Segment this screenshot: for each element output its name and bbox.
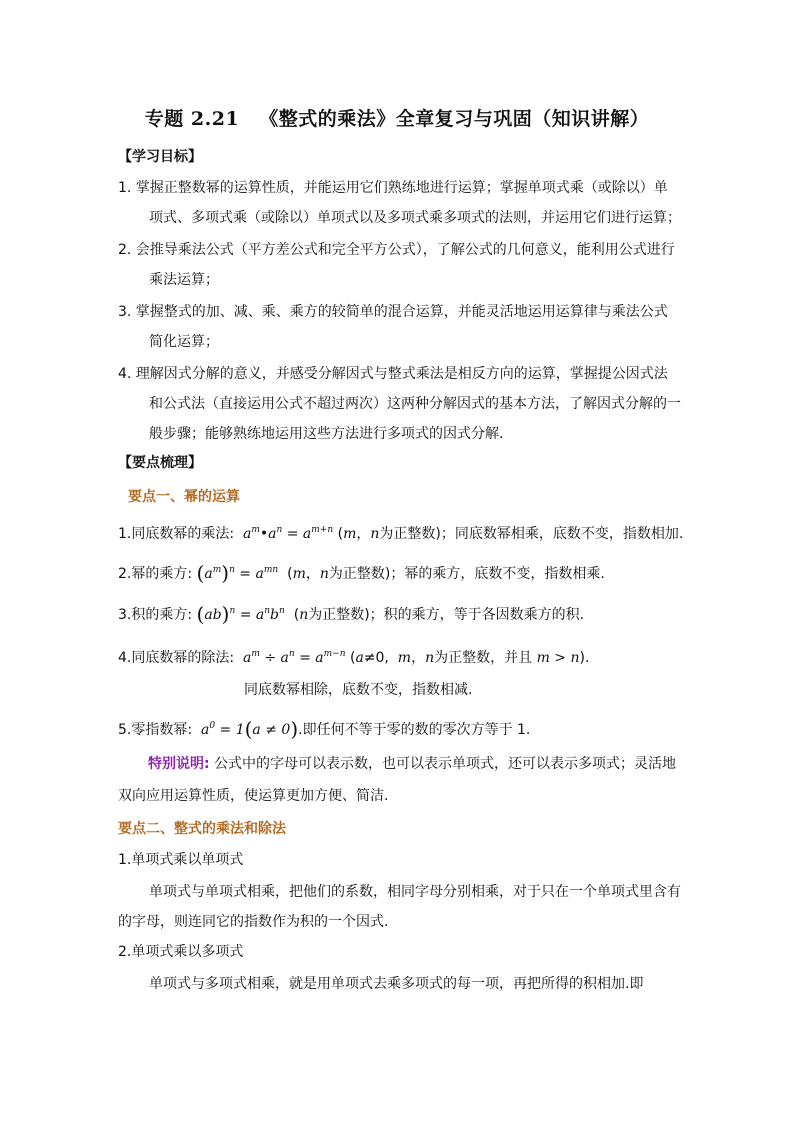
rule-1-condition: 为正整数)；同底数幂相乘，底数不变，指数相加. bbox=[379, 526, 684, 542]
objective-2-line-2: 乘法运算； bbox=[149, 272, 219, 288]
objective-2-line-1: 2. 会推导乘法公式（平方差公式和完全平方公式），了解公式的几何意义，能利用公式进行 bbox=[118, 242, 675, 258]
rule-2-condition: 为正整数)；幂的乘方，底数不变，指数相乘. bbox=[328, 566, 605, 582]
rule-4: 4.同底数幂的除法: $a^m \div a^n = a^{m-n}$ (a≠0, m，n为正整数，并且 m > n). bbox=[118, 649, 590, 666]
rule-5-condition: .即任何不等于零的数的零次方等于 1. bbox=[298, 722, 531, 738]
rule-3-label: 3.积的乘方: bbox=[118, 607, 193, 623]
rule-5-formula: $a^0 = 1(a \ne 0)$ bbox=[196, 717, 299, 741]
rule-4-label: 4.同底数幂的除法: bbox=[118, 650, 235, 666]
objective-3-line-2: 简化运算； bbox=[149, 334, 219, 350]
rule-2-formula: $(a^m)^n = a^{mn}$ bbox=[196, 561, 279, 585]
objective-4-line-2: 和公式法（直接运用公式不超过两次）这两种分解因式的基本方法，了解因式分解的一 bbox=[149, 396, 681, 412]
sub2-title: 2.单项式乘以多项式 bbox=[118, 944, 244, 960]
title-number: 专题 2.21 bbox=[144, 108, 240, 130]
special-note-line-2: 双向应用运算性质，使运算更加方便、简洁. bbox=[118, 788, 389, 804]
rule-5-label: 5.零指数幂: bbox=[118, 722, 193, 738]
rule-4-condition: 为正整数，并且 bbox=[434, 650, 533, 666]
special-note-line-1 bbox=[148, 754, 676, 774]
page-title bbox=[0, 104, 794, 131]
objective-4-line-1: 4. 理解因式分解的意义，并感受分解因式与整式乘法是相反方向的运算，掌握提公因式法 bbox=[118, 366, 668, 382]
sub1-line-1: 单项式与单项式相乘，把他们的系数，相同字母分别相乘，对于只在一个单项式里含有 bbox=[149, 884, 681, 900]
objective-3-line-1: 3. 掌握整式的加、减、乘、乘方的较简单的混合运算，并能灵活地运用运算律与乘法公式 bbox=[118, 304, 668, 320]
sub2-line-1: 单项式与多项式相乘，就是用单项式去乘多项式的每一项，再把所得的积相加.即 bbox=[149, 976, 644, 992]
rule-2: 2.幂的乘方: $(a^m)^n = a^{mn}$ (m，n为正整数)；幂的乘方，底数不变，指数相乘. bbox=[118, 561, 605, 585]
rule-1: 1.同底数幂的乘法: $a^m•a^n = a^{m+n}$ (m，n为正整数)；同底数幂相乘，底数不变，指数相加. bbox=[118, 525, 684, 542]
rule-4-formula: $a^m \div a^n = a^{m-n}$ bbox=[238, 649, 346, 666]
objective-1-line-2: 项式、多项式乘（或除以）单项式以及多项式乘多项式的法则，并运用它们进行运算； bbox=[149, 210, 681, 226]
sub1-line-2: 的字母，则连同它的指数作为积的一个因式. bbox=[118, 914, 389, 930]
rule-5 bbox=[118, 716, 530, 740]
rule-2-label: 2.幂的乘方: bbox=[118, 566, 193, 582]
rule-3-condition: 为正整数)；积的乘方，等于各因数乘方的积. bbox=[308, 607, 585, 623]
rule-1-formula: $a^m•a^n = a^{m+n}$ bbox=[238, 525, 334, 542]
section1-heading: 要点一、幂的运算 bbox=[128, 489, 240, 505]
special-note-label: 特别说明: bbox=[148, 756, 210, 772]
rule-1-label: 1.同底数幂的乘法: bbox=[118, 526, 235, 542]
objectives-heading: 【学习目标】 bbox=[118, 149, 202, 165]
keypoints-heading: 【要点梳理】 bbox=[118, 455, 202, 471]
section2-heading: 要点二、整式的乘法和除法 bbox=[118, 821, 286, 837]
sub1-title: 1.单项式乘以单项式 bbox=[118, 852, 244, 868]
rule-3-formula: $(ab)^n = a^nb^n$ bbox=[196, 602, 285, 626]
objective-4-line-3: 般步骤；能够熟练地运用这些方法进行多项式的因式分解. bbox=[149, 426, 504, 442]
special-note-text-1: 公式中的字母可以表示数，也可以表示单项式，还可以表示多项式；灵活地 bbox=[214, 756, 677, 772]
rule-3: 3.积的乘方: $(ab)^n = a^nb^n$ (n为正整数)；积的乘方，等于各因数乘方的积. bbox=[118, 602, 585, 626]
title-name: 《整式的乘法》全章复习与巩固（知识讲解） bbox=[259, 108, 650, 130]
rule-4-note: 同底数幂相除，底数不变，指数相减. bbox=[244, 682, 473, 698]
objective-1-line-1: 1. 掌握正整数幂的运算性质，并能运用它们熟练地进行运算；掌握单项式乘（或除以）单 bbox=[118, 180, 668, 196]
